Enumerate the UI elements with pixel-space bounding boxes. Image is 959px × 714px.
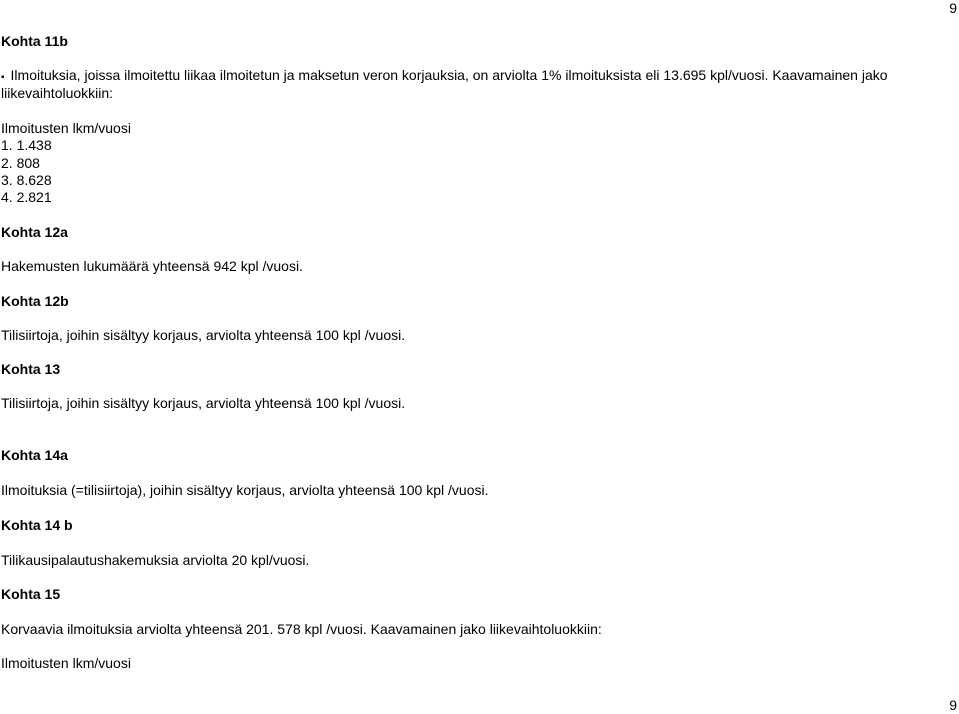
bullet-icon: ▪ — [1, 72, 5, 83]
section-11b-list-item: 1. 1.438 — [1, 137, 52, 153]
section-11b-paragraph-text: Ilmoituksia, joissa ilmoitettu liikaa ilmoitetun ja maksetun veron korjauksia, on arviolta 1% ilmoituksista eli 13.695 kpl/vuosi. Kaavamainen jako — [10, 67, 888, 83]
section-11b-paragraph-line2: liikevaihtoluokkiin: — [1, 85, 114, 101]
page-number-top: 9 — [949, 0, 957, 16]
section-15-text: Korvaavia ilmoituksia arviolta yhteensä 201. 578 kpl /vuosi. Kaavamainen jako liikevaihtoluokkiin: — [1, 621, 602, 637]
section-15-list-label: Ilmoitusten lkm/vuosi — [1, 655, 131, 671]
section-11b-list-item: 3. 8.628 — [1, 172, 52, 188]
section-13-text: Tilisiirtoja, joihin sisältyy korjaus, arviolta yhteensä 100 kpl /vuosi. — [1, 395, 406, 411]
section-11b-paragraph-line1 — [1, 67, 888, 86]
section-12b-heading: Kohta 12b — [1, 293, 69, 309]
section-13-heading: Kohta 13 — [1, 361, 61, 377]
section-11b-heading: Kohta 11b — [1, 33, 68, 49]
section-12a-text: Hakemusten lukumäärä yhteensä 942 kpl /vuosi. — [1, 258, 303, 274]
section-12b-text: Tilisiirtoja, joihin sisältyy korjaus, arviolta yhteensä 100 kpl /vuosi. — [1, 327, 406, 343]
section-11b-list-label: Ilmoitusten lkm/vuosi — [1, 120, 131, 136]
section-11b-list-item: 2. 808 — [1, 155, 40, 171]
section-11b-list-item: 4. 2.821 — [1, 189, 52, 205]
section-14a-text: Ilmoituksia (=tilisiirtoja), joihin sisältyy korjaus, arviolta yhteensä 100 kpl /vuosi. — [1, 482, 489, 498]
section-14b-text: Tilikausipalautushakemuksia arviolta 20 kpl/vuosi. — [1, 552, 310, 568]
section-15-heading: Kohta 15 — [1, 586, 61, 602]
page-number-bottom: 9 — [949, 697, 957, 713]
section-14b-heading: Kohta 14 b — [1, 517, 73, 533]
section-14a-heading: Kohta 14a — [1, 447, 68, 463]
section-12a-heading: Kohta 12a — [1, 224, 68, 240]
